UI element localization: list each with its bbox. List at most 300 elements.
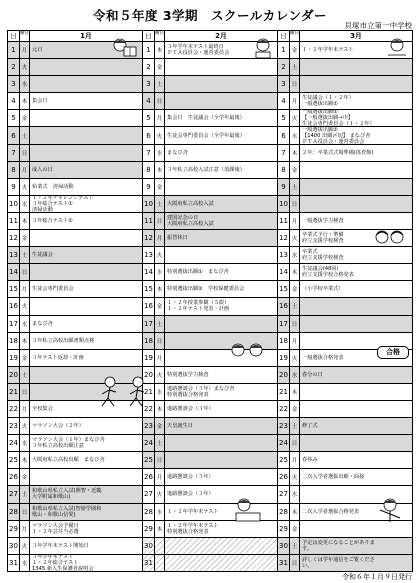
calendar-day-row	[8, 59, 142, 76]
calendar-day-row	[143, 298, 277, 315]
event-text: ２年：卒業式式場準備(体育館)	[302, 149, 374, 156]
day-events	[165, 247, 277, 263]
event-text: 一般選抜出願②	[302, 110, 338, 116]
day-events	[165, 538, 277, 554]
weekday: 金	[20, 230, 30, 246]
weekday: 金	[290, 401, 300, 417]
weekday: 土	[290, 538, 300, 554]
day-events	[165, 418, 277, 434]
student-writing-illustration	[385, 37, 409, 57]
calendar-day-row	[278, 555, 412, 571]
calendar-day-row	[143, 196, 277, 213]
day-number: 24	[278, 435, 290, 451]
weekday: 土	[155, 76, 165, 92]
day-number: 5	[143, 110, 155, 126]
day-events	[165, 162, 277, 178]
event-text: 特別選抜学力検査	[167, 371, 209, 378]
event-text: 春休み	[302, 457, 318, 464]
weekday: 金	[290, 521, 300, 537]
calendar-day-row	[278, 401, 412, 418]
weekday: 火	[155, 486, 165, 502]
day-number: 27	[143, 486, 155, 502]
event-text: ＰＴＡ役員会・運営委員会	[302, 138, 365, 144]
day-events	[165, 281, 277, 297]
day-number: 19	[8, 350, 20, 366]
event-text: １・２年芸井当必選	[32, 528, 79, 535]
day-events	[165, 469, 277, 485]
weekday: 木	[155, 401, 165, 417]
day-events	[300, 281, 412, 297]
calendar-day-row	[143, 401, 277, 418]
weekday: 月	[20, 162, 30, 178]
event-text: 特別選抜合格発表	[167, 528, 209, 535]
weekday: 月	[20, 281, 30, 297]
day-events	[300, 93, 412, 109]
weekday: 火	[155, 367, 165, 383]
day-number: 26	[278, 469, 290, 485]
weekday: 木	[290, 504, 300, 520]
day-number: 11	[8, 213, 20, 229]
event-text: 大阪府私立高校入試	[167, 200, 214, 207]
calendar-day-row	[8, 110, 142, 127]
day-number: 28	[278, 504, 290, 520]
event-text: 生徒会専門委員会（１・２年）	[302, 121, 375, 127]
day-events	[165, 76, 277, 92]
day-number: 19	[143, 350, 155, 366]
weekday: 木	[155, 281, 165, 297]
day-events	[300, 162, 412, 178]
calendar-day-row	[278, 127, 412, 144]
calendar-day-row	[143, 435, 277, 452]
day-events	[30, 350, 142, 366]
day-number: 1	[278, 42, 290, 58]
day-events	[165, 179, 277, 195]
day-events	[165, 196, 277, 212]
day-events	[30, 486, 142, 502]
day-number: 13	[8, 247, 20, 263]
weekday: 日	[155, 213, 165, 229]
calendar-day-row	[278, 367, 412, 384]
event-text: ＰＴＡ役員会・運営委員会	[167, 50, 230, 57]
event-text: 一般選抜出願③	[302, 127, 338, 133]
calendar-day-row	[143, 384, 277, 401]
calendar-day-row	[143, 367, 277, 384]
day-events	[165, 230, 277, 246]
day-events	[165, 401, 277, 417]
event-text: １・２年学年末テスト	[302, 47, 354, 54]
weekday: 火	[155, 247, 165, 263]
event-text: 生徒議会（１・２年）	[302, 95, 354, 102]
event-text: 卒業式	[302, 249, 318, 256]
day-number: 17	[143, 316, 155, 332]
calendar-day-row	[8, 452, 142, 469]
day-events	[300, 555, 412, 571]
day-events	[300, 127, 412, 143]
day-events	[30, 213, 142, 229]
event-text: 建国記念の日	[167, 214, 199, 221]
weekday: 土	[155, 435, 165, 451]
day-events	[300, 196, 412, 212]
calendar-grid	[7, 30, 413, 572]
day-events	[300, 264, 412, 280]
day-events	[30, 93, 142, 109]
event-text: 府立支援学校検査	[302, 255, 344, 262]
weekday: 火	[155, 127, 165, 143]
calendar-day-row	[278, 196, 412, 213]
calendar-day-row	[143, 452, 277, 469]
weekday: 月	[20, 42, 30, 58]
day-number: 7	[278, 145, 290, 161]
calendar-day-row	[143, 76, 277, 93]
day-number: 30	[278, 538, 290, 554]
day-events	[30, 281, 142, 297]
day-number: 13	[143, 247, 155, 263]
day-number: 9	[278, 179, 290, 195]
event-text: ３年学年末テスト	[32, 554, 74, 560]
day-events	[300, 213, 412, 229]
event-text: 生徒会専門委員会	[32, 286, 74, 293]
day-number: 27	[8, 486, 20, 502]
calendar-day-row	[8, 127, 142, 144]
students-talking-illustration	[228, 340, 268, 366]
weekday: 土	[20, 127, 30, 143]
weekday: 日	[155, 452, 165, 468]
day-number: 18	[8, 333, 20, 349]
weekday: 金	[290, 281, 300, 297]
event-text: 生徒会専門委員会（全学年最後）	[167, 132, 245, 139]
event-text: 特別選抜出願② 学校保健委員会	[167, 286, 245, 293]
weekday: 水	[290, 247, 300, 263]
day-events	[30, 555, 142, 571]
day-number: 25	[143, 452, 155, 468]
weekday: 水	[290, 127, 300, 143]
event-text: １・２年チャレンジテスト	[32, 195, 94, 201]
calendar-day-row	[143, 316, 277, 333]
calendar-day-row	[143, 469, 277, 486]
day-number: 2	[278, 59, 290, 75]
calendar-day-row	[8, 145, 142, 162]
day-number: 15	[278, 281, 290, 297]
day-number: 21	[143, 384, 155, 400]
event-text: １・２年学年末テスト	[167, 508, 219, 515]
calendar-day-row	[8, 435, 142, 452]
weekday: 日	[290, 435, 300, 451]
student-studying-illustration	[252, 37, 274, 59]
weekday: 土	[290, 298, 300, 314]
event-text: 進路懇談会（３年）まなび舎	[167, 385, 235, 392]
day-events	[30, 162, 142, 178]
day-events	[30, 316, 142, 332]
day-number: 12	[143, 230, 155, 246]
calendar-day-row	[278, 145, 412, 162]
event-text: ３年私立高校入試注意（放課後）	[167, 166, 245, 173]
weekday: 水	[20, 555, 30, 571]
event-text: い。	[302, 562, 313, 569]
event-text: 修了式	[302, 423, 318, 430]
calendar-day-row	[278, 316, 412, 333]
day-number: 22	[143, 401, 155, 417]
day-events	[30, 145, 142, 161]
weekday: 火	[290, 469, 300, 485]
day-number: 21	[278, 384, 290, 400]
calendar-day-row	[8, 298, 142, 315]
weekday: 木	[20, 213, 30, 229]
month-name: 3月	[350, 32, 362, 40]
event-text: 進路懇談会（３年）	[167, 474, 214, 481]
event-text: まなび舎	[167, 149, 188, 156]
day-number: 25	[278, 452, 290, 468]
weekday: 土	[290, 418, 300, 434]
weekday: 月	[290, 93, 300, 109]
event-text: 和歌山県私立入試(智辯学園和	[32, 505, 102, 512]
calendar-day-row	[278, 538, 412, 555]
weekday-header: 曜日	[290, 31, 300, 41]
event-text: （小学校卒業式）	[302, 286, 344, 293]
calendar-day-row	[278, 469, 412, 486]
day-events	[165, 93, 277, 109]
day-number: 4	[278, 93, 290, 109]
day-number: 3	[143, 76, 155, 92]
day-number: 16	[143, 298, 155, 314]
weekday: 月	[155, 350, 165, 366]
weekday: 木	[290, 145, 300, 161]
calendar-day-row	[143, 281, 277, 298]
event-text: ３年学年末テスト開始日	[32, 542, 89, 549]
event-text: 1345 新入生保護者説明会	[32, 565, 94, 571]
weekday: 土	[20, 247, 30, 263]
month-name: 1月	[80, 32, 92, 40]
calendar-day-row	[8, 281, 142, 298]
day-events	[30, 127, 142, 143]
teacher-illustration	[370, 496, 408, 526]
day-number: 13	[278, 247, 290, 263]
weekday: 日	[290, 316, 300, 332]
weekday: 日	[155, 333, 165, 349]
day-events	[30, 230, 142, 246]
event-text: ３年私立高校出願書類点検	[32, 337, 95, 344]
day-events	[300, 145, 412, 161]
day-number: 6	[143, 127, 155, 143]
weekday: 金	[290, 42, 300, 58]
event-text: まなび舎	[32, 320, 53, 327]
weekday: 金	[155, 179, 165, 195]
event-text: 詳しくは学年通信をご覧くださ	[302, 556, 375, 563]
event-text: 集会日 生徒議会（全学年最後）	[167, 115, 245, 122]
weekday: 日	[290, 76, 300, 92]
calendar-day-row	[8, 162, 142, 179]
weekday: 火	[20, 298, 30, 314]
day-events	[300, 59, 412, 75]
weekday: 月	[290, 333, 300, 349]
day-events	[300, 452, 412, 468]
calendar-day-row	[8, 333, 142, 350]
weekday: 土	[155, 316, 165, 332]
day-number: 31	[278, 555, 290, 571]
weekday: 水	[155, 504, 165, 520]
day-events	[300, 418, 412, 434]
event-text: 元日	[32, 47, 43, 54]
day-number: 1	[8, 42, 20, 58]
day-events	[300, 179, 412, 195]
day-events	[165, 145, 277, 161]
weekday-header: 曜日	[155, 31, 165, 41]
calendar-day-row	[278, 281, 412, 298]
weekday: 火	[290, 110, 300, 126]
event-text: 一般選抜出願①	[302, 101, 338, 108]
day-events	[30, 435, 142, 451]
calendar-day-row	[143, 230, 277, 247]
calendar-day-row	[143, 93, 277, 110]
calendar-day-row	[8, 418, 142, 435]
weekday: 日	[20, 145, 30, 161]
calendar-day-row	[8, 486, 142, 503]
event-text: マラソン大会（２年）	[32, 423, 84, 430]
day-events	[165, 127, 277, 143]
calendar-day-row	[278, 384, 412, 401]
weekday: 火	[290, 350, 300, 366]
event-text: ３年学年末テスト最終日	[167, 44, 224, 51]
day-events	[300, 298, 412, 314]
weekday: 木	[155, 162, 165, 178]
weekday: 水	[20, 76, 30, 92]
calendar-day-row	[8, 247, 142, 264]
day-events	[165, 435, 277, 451]
day-number: 11	[143, 213, 155, 229]
day-events	[30, 333, 142, 349]
day-events	[30, 179, 142, 195]
calendar-day-row	[278, 76, 412, 93]
weekday: 月	[155, 230, 165, 246]
calendar-day-row	[143, 418, 277, 435]
weekday: 日	[290, 196, 300, 212]
weekday: 火	[20, 59, 30, 75]
event-text: １・２年総合テスト	[32, 559, 79, 566]
day-events	[165, 298, 277, 314]
event-text: 進路懇談会（３年）	[167, 491, 214, 498]
event-text: 【一般選抜出願→中】	[302, 115, 354, 122]
weekday: 木	[155, 42, 165, 58]
day-number: 4	[8, 93, 20, 109]
event-text: ３年総合テスト②	[32, 217, 73, 224]
weekday: 日	[155, 93, 165, 109]
weekday: 月	[290, 213, 300, 229]
day-events	[30, 521, 142, 537]
event-text: 生徒議会(48回)	[302, 266, 339, 273]
calendar-day-row	[278, 179, 412, 196]
month-column	[142, 31, 277, 571]
calendar-day-row	[278, 264, 412, 281]
day-number: 28	[143, 504, 155, 520]
page-title: 令和５年度 3学期 スクールカレンダー	[93, 8, 327, 23]
calendar-day-row	[8, 521, 142, 538]
calendar-day-row	[278, 298, 412, 315]
day-events	[300, 384, 412, 400]
weekday: 木	[20, 333, 30, 349]
day-events	[300, 110, 412, 126]
day-events	[165, 264, 277, 280]
school-name: 貝塚市立第一中学校	[344, 21, 412, 30]
day-events	[30, 196, 142, 212]
day-number: 27	[278, 486, 290, 502]
weekday: 水	[155, 384, 165, 400]
weekday: 水	[155, 264, 165, 280]
calendar-day-row	[278, 110, 412, 127]
day-number: 26	[143, 469, 155, 485]
event-text: 春分の日	[302, 371, 323, 378]
calendar-day-row	[278, 59, 412, 76]
day-number: 20	[278, 367, 290, 383]
event-text: 成人の日	[32, 166, 53, 173]
event-text: １・２年学年末テスト	[167, 522, 219, 529]
day-number: 23	[278, 418, 290, 434]
event-text: 振替休日	[167, 235, 188, 242]
day-events	[165, 110, 277, 126]
calendar-day-row	[8, 230, 142, 247]
day-events	[300, 367, 412, 383]
day-events	[300, 469, 412, 485]
calendar-day-row	[8, 264, 142, 281]
day-number: 17	[8, 316, 20, 332]
day-number: 11	[278, 213, 290, 229]
weekday: 月	[20, 401, 30, 417]
day-number: 3	[8, 76, 20, 92]
event-text: 大阪府私立高校入試	[167, 220, 214, 227]
event-text: 卒業式予行・準備	[302, 232, 344, 239]
day-events	[30, 418, 142, 434]
day-number: 17	[278, 316, 290, 332]
weekday: 火	[20, 179, 30, 195]
day-number: 31	[143, 555, 155, 571]
day-number: 24	[8, 435, 20, 451]
day-number: 18	[278, 333, 290, 349]
event-text: 大阪府私立高校出願 まなび舎	[32, 457, 105, 464]
event-text: １・２年授業参観（５限）	[167, 300, 230, 307]
day-number: 29	[8, 521, 20, 537]
event-text: 全校集会	[32, 406, 53, 413]
day-number: 12	[278, 230, 290, 246]
day-number: 14	[278, 264, 290, 280]
day-events	[165, 213, 277, 229]
day-events	[300, 316, 412, 332]
day-events	[30, 469, 142, 485]
event-text: 特別選抜出願① まなび舎	[167, 269, 229, 276]
day-number: 16	[278, 298, 290, 314]
weekday: 日	[20, 384, 30, 400]
event-text: 和歌山県私立入試(開智・近畿	[32, 488, 102, 495]
calendar-day-row	[278, 435, 412, 452]
day-header: 日	[8, 31, 20, 41]
calendar-day-row	[8, 213, 142, 230]
weekday: 金	[155, 59, 165, 75]
event-text: 二次入学者選抜合格発表	[302, 508, 360, 515]
day-events	[165, 367, 277, 383]
month-name: 2月	[215, 32, 227, 40]
calendar-day-row	[143, 59, 277, 76]
calendar-day-row	[143, 162, 277, 179]
students-illustration	[372, 228, 408, 252]
day-events	[30, 264, 142, 280]
event-text: 一般選抜合格発表	[302, 354, 344, 361]
event-text: 予定は変更になることがありま	[302, 539, 375, 546]
weekday: 月	[290, 452, 300, 468]
event-text: ３年テスト返却・計画	[32, 354, 84, 361]
day-events	[30, 110, 142, 126]
day-number: 15	[8, 281, 20, 297]
day-number: 21	[8, 384, 20, 400]
day-number: 7	[143, 145, 155, 161]
day-number: 23	[143, 418, 155, 434]
day-number: 20	[143, 367, 155, 383]
